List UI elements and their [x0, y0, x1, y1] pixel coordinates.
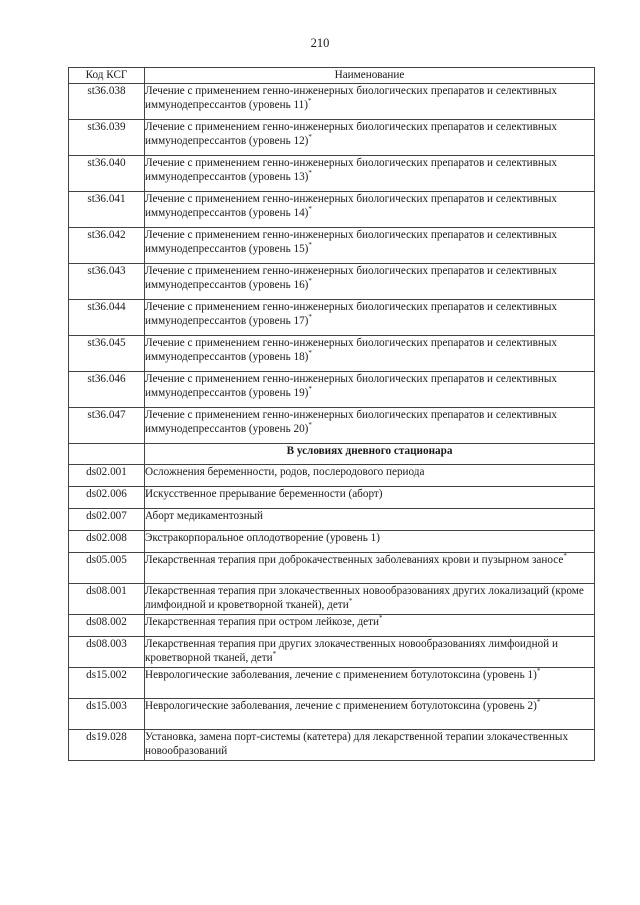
ksg-code: ds08.002	[69, 615, 145, 637]
table-row	[69, 615, 595, 637]
table-row	[69, 120, 595, 156]
ksg-code: ds15.002	[69, 668, 145, 699]
ksg-code: st36.046	[69, 372, 145, 408]
ksg-name: Лечение с применением генно-инженерных биологических препаратов и селективных иммунодепрессантов (уровень 13)	[145, 157, 557, 183]
ksg-name-cell	[145, 372, 595, 408]
footnote-marker: *	[308, 97, 312, 105]
table-row	[69, 668, 595, 699]
ksg-name-cell	[145, 584, 595, 615]
ksg-code: ds02.008	[69, 531, 145, 553]
ksg-name: Установка, замена порт-системы (катетера) для лекарственной терапии злокачественных новообразований	[145, 731, 569, 757]
ksg-name: Лечение с применением генно-инженерных биологических препаратов и селективных иммунодепрессантов (уровень 12)	[145, 121, 557, 147]
table-row	[69, 584, 595, 615]
footnote-marker: *	[308, 349, 312, 357]
ksg-name: Лечение с применением генно-инженерных биологических препаратов и селективных иммунодепрессантов (уровень 20)	[145, 409, 557, 435]
ksg-name: Лекарственная терапия при остром лейкозе, дети	[145, 616, 379, 628]
ksg-name: Лекарственная терапия при доброкачественных заболеваниях крови и пузырном заносе	[145, 554, 564, 566]
table-row	[69, 699, 595, 730]
footnote-marker: *	[348, 597, 353, 605]
footnote-marker: *	[379, 614, 383, 622]
footnote-marker: *	[308, 205, 312, 213]
ksg-name: Неврологические заболевания, лечение с применением ботулотоксина (уровень 2)	[145, 700, 537, 712]
ksg-name: Лечение с применением генно-инженерных биологических препаратов и селективных иммунодепрессантов (уровень 18)	[145, 337, 557, 363]
table-row	[69, 192, 595, 228]
header-code: Код КСГ	[69, 68, 145, 84]
table-row	[69, 156, 595, 192]
ksg-name: Аборт медикаментозный	[145, 510, 264, 522]
ksg-code: ds15.003	[69, 699, 145, 730]
ksg-name: Лечение с применением генно-инженерных биологических препаратов и селективных иммунодепрессантов (уровень 11)	[145, 85, 557, 111]
ksg-name-cell	[145, 120, 595, 156]
ksg-name-cell	[145, 228, 595, 264]
table-row	[69, 84, 595, 120]
ksg-code: ds08.001	[69, 584, 145, 615]
ksg-name: Неврологические заболевания, лечение с применением ботулотоксина (уровень 1)	[145, 669, 537, 681]
ksg-name-cell	[145, 192, 595, 228]
ksg-name-cell	[145, 264, 595, 300]
ksg-code: st36.042	[69, 228, 145, 264]
footnote-marker: *	[563, 552, 567, 560]
ksg-code: st36.043	[69, 264, 145, 300]
ksg-name-cell	[145, 300, 595, 336]
table-row	[69, 372, 595, 408]
footnote-marker: *	[308, 133, 312, 141]
ksg-name-cell	[145, 156, 595, 192]
ksg-name-cell	[145, 730, 595, 761]
table-row	[69, 300, 595, 336]
ksg-name-cell	[145, 553, 595, 584]
ksg-code: ds02.006	[69, 487, 145, 509]
ksg-name: Экстракорпоральное оплодотворение (уровень 1)	[145, 532, 381, 544]
table-row	[69, 264, 595, 300]
ksg-name-cell	[145, 465, 595, 487]
table-row	[69, 509, 595, 531]
footnote-marker: *	[308, 313, 312, 321]
table-row	[69, 487, 595, 509]
table-body	[69, 84, 595, 761]
ksg-name-cell	[145, 699, 595, 730]
ksg-code: st36.045	[69, 336, 145, 372]
table-header-row	[69, 68, 595, 84]
ksg-name: Лекарственная терапия при злокачественных новообразованиях других локализаций (кроме лимфоидной и кроветворной тканей), дети	[145, 585, 584, 611]
ksg-name: Лечение с применением генно-инженерных биологических препаратов и селективных иммунодепрессантов (уровень 16)	[145, 265, 557, 291]
table-row	[69, 531, 595, 553]
section-title: В условиях дневного стационара	[145, 444, 595, 465]
ksg-code: ds08.003	[69, 637, 145, 668]
ksg-name-cell	[145, 637, 595, 668]
table-row	[69, 336, 595, 372]
ksg-code: st36.047	[69, 408, 145, 444]
footnote-marker: *	[536, 667, 541, 675]
footnote-marker: *	[308, 241, 312, 249]
ksg-code: ds19.028	[69, 730, 145, 761]
ksg-name: Лечение с применением генно-инженерных биологических препаратов и селективных иммунодепрессантов (уровень 17)	[145, 301, 557, 327]
table-row	[69, 637, 595, 668]
ksg-name-cell	[145, 668, 595, 699]
ksg-name: Искусственное прерывание беременности (аборт)	[145, 488, 383, 500]
footnote-marker: *	[308, 169, 312, 177]
header-name: Наименование	[145, 68, 595, 84]
footnote-marker: *	[308, 421, 312, 429]
page-number: 210	[310, 36, 330, 50]
table-row	[69, 730, 595, 761]
table-row	[69, 408, 595, 444]
ksg-code: st36.044	[69, 300, 145, 336]
ksg-code: st36.041	[69, 192, 145, 228]
ksg-name-cell	[145, 531, 595, 553]
ksg-name-cell	[145, 84, 595, 120]
ksg-code: ds05.005	[69, 553, 145, 584]
ksg-name: Лечение с применением генно-инженерных биологических препаратов и селективных иммунодепрессантов (уровень 15)	[145, 229, 557, 255]
ksg-code: st36.039	[69, 120, 145, 156]
ksg-name-cell	[145, 408, 595, 444]
ksg-name: Лечение с применением генно-инженерных биологических препаратов и селективных иммунодепрессантов (уровень 19)	[145, 373, 557, 399]
ksg-name-cell	[145, 336, 595, 372]
ksg-name-cell	[145, 615, 595, 637]
footnote-marker: *	[272, 650, 277, 658]
ksg-code: ds02.007	[69, 509, 145, 531]
ksg-name-cell	[145, 487, 595, 509]
ksg-code: st36.040	[69, 156, 145, 192]
ksg-name: Осложнения беременности, родов, послеродового периода	[145, 466, 425, 478]
ksg-name: Лекарственная терапия при других злокачественных новообразованиях лимфоидной и кроветворной тканей, дети	[145, 638, 558, 664]
table-row	[69, 228, 595, 264]
section-code-cell	[69, 444, 145, 465]
footnote-marker: *	[308, 277, 312, 285]
ksg-table	[68, 67, 595, 761]
footnote-marker: *	[308, 385, 312, 393]
section-row	[69, 444, 595, 465]
footnote-marker: *	[536, 698, 541, 706]
table-row	[69, 553, 595, 584]
table-row	[69, 465, 595, 487]
ksg-name-cell	[145, 509, 595, 531]
ksg-name: Лечение с применением генно-инженерных биологических препаратов и селективных иммунодепрессантов (уровень 14)	[145, 193, 557, 219]
ksg-code: ds02.001	[69, 465, 145, 487]
ksg-code: st36.038	[69, 84, 145, 120]
